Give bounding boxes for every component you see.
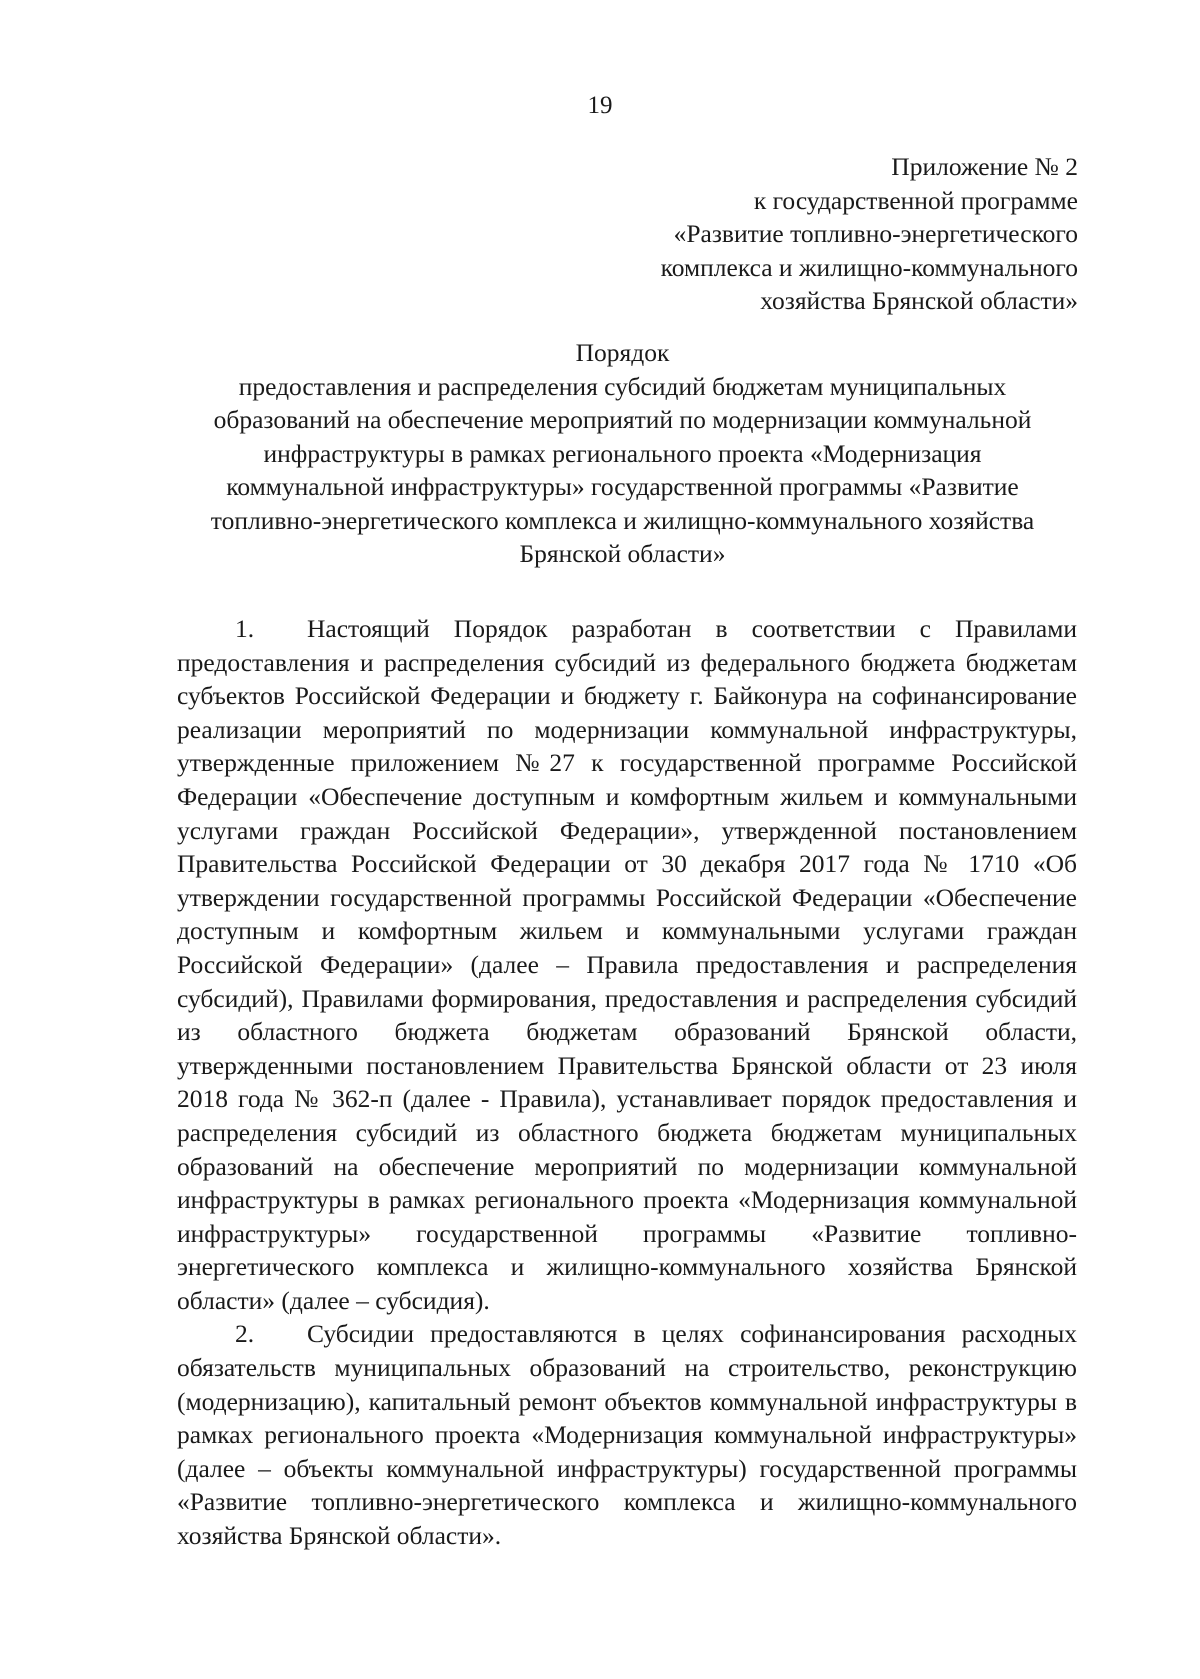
title-heading: Порядок: [575, 338, 670, 367]
title-line: предоставления и распределения субсидий бюджетам муниципальных: [238, 371, 1007, 401]
appendix-line: «Развитие топливно-энергетического: [673, 219, 1078, 248]
appendix-line: Приложение № 2: [891, 152, 1078, 181]
appendix-line: хозяйства Брянской области»: [760, 286, 1078, 315]
title-line: топливно-энергетического комплекса и жилищно-коммунального хозяйства: [210, 505, 1035, 535]
document-title: [160, 336, 1085, 571]
appendix-line: к государственной программе: [753, 185, 1078, 215]
appendix-line: комплекса и жилищно-коммунального: [660, 252, 1078, 282]
paragraph-number: 2.: [235, 1319, 255, 1349]
paragraph-1: [177, 612, 1077, 1317]
paragraph-text: Настоящий Порядок разработан в соответствии с Правилами предоставления и распределения субсидий из федерального бюджета бюджетам субъектов Российской Федерации и бюджету г. Байконура на софинансирование реализации мероприятий по модернизации коммунальной инфраструктуры, утвержденные приложением №27 к государственной программе Российской Федерации «Обеспечение доступным и комфортным жильем и коммунальными услугами граждан Российской Федерации», утвержденной постановлением Правительства Российской Федерации от 30 декабря 2017 года № 1710 «Об утверждении государственной программы Российской Федерации «Обеспечение доступным и комфортным жильем и коммунальными услугами граждан Российской Федерации» (далее – Правила предоставления и распределения субсидий), Правилами формирования, предоставления и распределения субсидий из областного бюджета бюджетам образований Брянской области, утвержденными постановлением Правительства Брянской области от 23 июля 2018 года № 362-п (далее - Правила), устанавливает порядок предоставления и распределения субсидий из областного бюджета бюджетам муниципальных образований на обеспечение мероприятий по модернизации коммунальной инфраструктуры в рамках регионального проекта «Модернизация коммунальной инфраструктуры» государственной программы «Развитие топливно-энергетического комплекса и жилищно-коммунального хозяйства Брянской области» (далее – субсидия).: [177, 614, 1077, 1315]
paragraph-text: Субсидии предоставляются в целях софинансирования расходных обязательств муниципальных образований на строительство, реконструкцию (модернизацию), капитальный ремонт объектов коммунальной инфраструктуры в рамках регионального проекта «Модернизация коммунальной инфраструктуры» (далее – объекты коммунальной инфраструктуры) государственной программы «Развитие топливно-энергетического комплекса и жилищно-коммунального хозяйства Брянской области».: [177, 1319, 1077, 1551]
page-number: 19: [587, 92, 613, 119]
appendix-header: [661, 150, 1078, 318]
title-line: коммунальной инфраструктуры» государственной программы «Развитие: [226, 472, 1019, 501]
paragraph-number: 1.: [235, 614, 255, 643]
title-line: Брянской области»: [519, 539, 726, 568]
document-body: [177, 612, 1077, 1553]
title-line: инфраструктуры в рамках регионального проекта «Модернизация: [263, 438, 982, 468]
paragraph-2: [177, 1317, 1077, 1552]
title-line: образований на обеспечение мероприятий по модернизации коммунальной: [213, 405, 1032, 434]
